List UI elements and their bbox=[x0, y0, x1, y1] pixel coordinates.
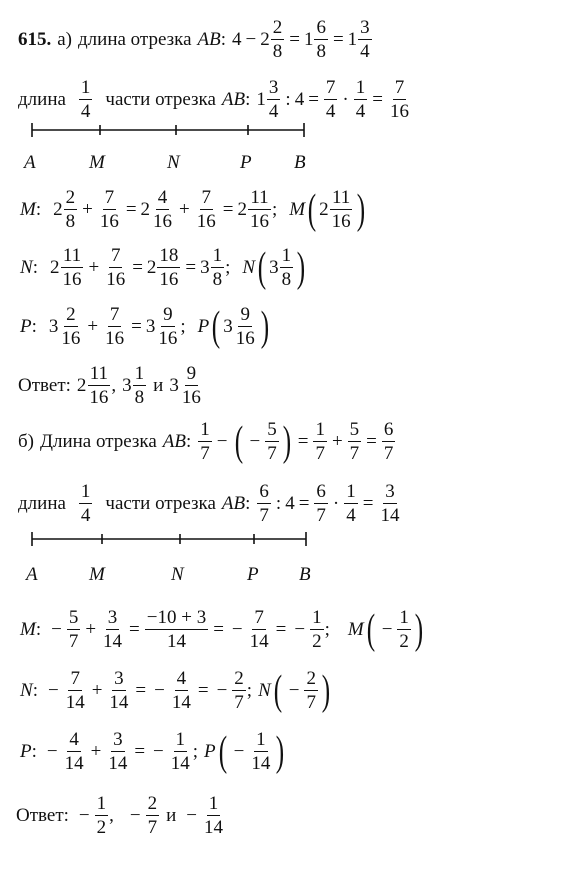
b-segment bbox=[28, 529, 313, 549]
a-l1-mixed1: 2 $\frac{2}{8}$ bbox=[260, 17, 283, 62]
b-quarter: $\frac{1}{4}$ bbox=[80, 481, 91, 526]
a-label-M: M bbox=[89, 152, 105, 173]
a-N-point: ( 3 $\frac{1}{8}$ ) bbox=[257, 244, 306, 291]
b-answer-label: Ответ: bbox=[16, 804, 69, 826]
a-line2-mid: части отрезка bbox=[105, 88, 216, 110]
b-P-line: P : − $\frac{4}{14}$ + $\frac{3}{14}$ = − $\frac{1}{14}$ ; P ( − $\frac{1}{14}$ ) bbox=[20, 730, 287, 773]
a-label-N: N bbox=[167, 152, 180, 173]
b-P-point: ( − $\frac{1}{14}$ ) bbox=[218, 728, 285, 775]
a-label-B: B bbox=[294, 152, 306, 173]
a-line1: 615. а) длина отрезка AB : 4 − 2 $\frac{2}{8}$ = 1 $\frac{6}{8}$ = 1 $\frac{3}{4}$ bbox=[18, 18, 373, 61]
a-line2-pre: длина bbox=[18, 88, 66, 110]
a-label-A: A bbox=[24, 152, 36, 173]
a-segment bbox=[28, 120, 313, 140]
a-l1-mixed2: 1 $\frac{6}{8}$ bbox=[303, 17, 326, 62]
b-label-N: N bbox=[171, 564, 184, 585]
a-label-P: P bbox=[240, 152, 252, 173]
b-N-line: N : − $\frac{7}{14}$ + $\frac{3}{14}$ = − $\frac{4}{14}$ = − $\frac{2}{7}$ ; N ( − $\frac{2}{7}$ ) bbox=[20, 669, 333, 712]
b-answer: Ответ: − $\frac{1}{2}$ , − $\frac{2}{7}$ и − $\frac{1}{14}$ bbox=[16, 793, 223, 838]
a-answer: Ответ: 2 $\frac{11}{16}$ , 3 $\frac{1}{8}$ и 3 $\frac{9}{16}$ bbox=[18, 363, 201, 408]
part-a-label: а) bbox=[57, 28, 73, 50]
a-l1-mixed3: 1 $\frac{3}{4}$ bbox=[347, 17, 370, 62]
b-label-M: M bbox=[89, 564, 105, 585]
b-label-A: A bbox=[26, 564, 38, 585]
b-N-point: ( − $\frac{2}{7}$ ) bbox=[273, 667, 331, 714]
a-M-line: M : 2 $\frac{2}{8}$ + $\frac{7}{16}$ = 2 $\frac{4}{16}$ + $\frac{7}{16}$ = 2 $\frac{11}{16}$ ; M ( 2 $\frac{11}{16}$ ) bbox=[20, 188, 368, 231]
a-ab: AB bbox=[197, 28, 221, 50]
b-label-B: B bbox=[299, 564, 311, 585]
a-P-point: ( 3 $\frac{9}{16}$ ) bbox=[212, 303, 269, 350]
b-M-line: M : − $\frac{5}{7}$ + $\frac{3}{14}$ = $\frac{-10 + 3}{14}$ = − $\frac{7}{14}$ = − $\frac{1}{2}$ ; M ( − $\frac{1}{2}$ ) bbox=[20, 608, 426, 651]
b-label-P: P bbox=[247, 564, 259, 585]
b-line1: б) Длина отрезка AB : $\frac{1}{7}$ − ( − $\frac{5}{7}$ ) = $\frac{1}{7}$ + $\frac{5}{7}$ = $\frac{6}{7}$ bbox=[18, 418, 394, 465]
a-P-line: P : 3 $\frac{2}{16}$ + $\frac{7}{16}$ = 3 $\frac{9}{16}$ ; P ( 3 $\frac{9}{16}$ ) bbox=[20, 305, 272, 348]
a-line2: длина $\frac{1}{4}$ части отрезка AB : 1 $\frac{3}{4}$ : 4 = $\frac{7}{4}$ · $\frac{1}{4}$ = $\frac{7}{16}$ bbox=[18, 77, 409, 122]
a-l1-w: 4 bbox=[232, 28, 242, 50]
a-line1-text: длина отрезка bbox=[78, 28, 192, 50]
a-answer-label: Ответ: bbox=[18, 374, 71, 396]
b-line1-text: Длина отрезка bbox=[40, 430, 157, 452]
a-M-point: ( 2 $\frac{11}{16}$ ) bbox=[307, 186, 365, 233]
part-b-label: б) bbox=[18, 430, 34, 452]
a-N-line: N : 2 $\frac{11}{16}$ + $\frac{7}{16}$ = 2 $\frac{18}{16}$ = 3 $\frac{1}{8}$ ; N ( 3 $\frac{1}{8}$ ) bbox=[20, 246, 308, 289]
a-quarter: $\frac{1}{4}$ bbox=[80, 77, 91, 122]
problem-number: 615. bbox=[18, 28, 52, 50]
b-M-point: ( − $\frac{1}{2}$ ) bbox=[366, 606, 424, 653]
b-line2: длина $\frac{1}{4}$ части отрезка AB : $\frac{6}{7}$ : 4 = $\frac{6}{7}$ · $\frac{1}{4}$ = $\frac{3}{14}$ bbox=[18, 481, 400, 526]
